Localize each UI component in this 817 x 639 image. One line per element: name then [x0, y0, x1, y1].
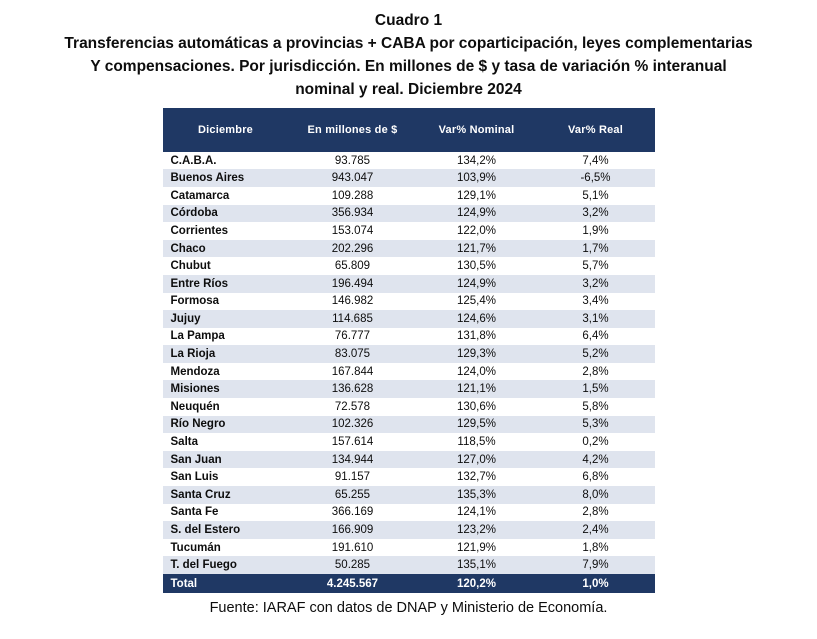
cell-var-nominal: 121,9% — [417, 539, 537, 557]
table-row — [163, 187, 655, 205]
cell-var-real: 5,1% — [537, 187, 655, 205]
cell-jurisdiction: Misiones — [163, 380, 289, 398]
cell-var-nominal: 122,0% — [417, 222, 537, 240]
cell-millones: 366.169 — [289, 504, 417, 522]
cell-var-nominal: 130,6% — [417, 398, 537, 416]
cell-jurisdiction: Córdoba — [163, 205, 289, 223]
cell-var-real: 2,4% — [537, 521, 655, 539]
cell-var-real: 2,8% — [537, 363, 655, 381]
cell-var-nominal: 121,7% — [417, 240, 537, 258]
cell-jurisdiction: Tucumán — [163, 539, 289, 557]
table-row — [163, 345, 655, 363]
cell-millones: 196.494 — [289, 275, 417, 293]
cell-var-nominal: 124,9% — [417, 205, 537, 223]
cell-var-real: 8,0% — [537, 486, 655, 504]
cell-var-nominal: 129,1% — [417, 187, 537, 205]
cell-var-real: 1,5% — [537, 380, 655, 398]
table-row — [163, 222, 655, 240]
table-row — [163, 521, 655, 539]
cell-millones: 93.785 — [289, 152, 417, 170]
table-row — [163, 468, 655, 486]
cell-var-real: 3,4% — [537, 293, 655, 311]
cell-millones: 136.628 — [289, 380, 417, 398]
cell-millones: 167.844 — [289, 363, 417, 381]
cell-millones: 109.288 — [289, 187, 417, 205]
cell-millones: 65.255 — [289, 486, 417, 504]
cell-millones: 166.909 — [289, 521, 417, 539]
cell-millones: 153.074 — [289, 222, 417, 240]
cell-millones: 356.934 — [289, 205, 417, 223]
cell-var-real: 3,2% — [537, 275, 655, 293]
cell-var-nominal: 124,9% — [417, 275, 537, 293]
table-row — [163, 257, 655, 275]
cell-millones: 157.614 — [289, 433, 417, 451]
cell-jurisdiction: San Luis — [163, 468, 289, 486]
cell-var-nominal: 135,3% — [417, 486, 537, 504]
cell-millones: 191.610 — [289, 539, 417, 557]
cell-jurisdiction: T. del Fuego — [163, 556, 289, 574]
cell-jurisdiction: Salta — [163, 433, 289, 451]
cell-jurisdiction: Formosa — [163, 293, 289, 311]
cell-millones: 76.777 — [289, 328, 417, 346]
table-row — [163, 205, 655, 223]
cell-var-real: 1,7% — [537, 240, 655, 258]
cell-var-real: 5,8% — [537, 398, 655, 416]
cell-var-real: 0,2% — [537, 433, 655, 451]
cell-millones: 91.157 — [289, 468, 417, 486]
cell-millones: 50.285 — [289, 556, 417, 574]
cell-var-real: 1,9% — [537, 222, 655, 240]
table-row — [163, 398, 655, 416]
table-row — [163, 363, 655, 381]
cell-var-nominal: 129,5% — [417, 416, 537, 434]
table-total-row — [163, 574, 655, 593]
table-row — [163, 310, 655, 328]
table-row — [163, 152, 655, 170]
title-line-1: Cuadro 1 — [374, 12, 443, 29]
cell-var-nominal: 124,0% — [417, 363, 537, 381]
cell-var-real: 4,2% — [537, 451, 655, 469]
cell-var-nominal: 130,5% — [417, 257, 537, 275]
cell-jurisdiction: Río Negro — [163, 416, 289, 434]
cell-jurisdiction: Santa Fe — [163, 504, 289, 522]
cell-jurisdiction: S. del Estero — [163, 521, 289, 539]
cell-total-nominal: 120,2% — [417, 574, 537, 593]
cell-jurisdiction: Catamarca — [163, 187, 289, 205]
cell-jurisdiction: Chubut — [163, 257, 289, 275]
cell-var-nominal: 127,0% — [417, 451, 537, 469]
cell-millones: 134.944 — [289, 451, 417, 469]
column-header-var-nominal: Var% Nominal — [417, 108, 537, 152]
cell-total-label: Total — [163, 574, 289, 593]
column-header-jurisdiction: Diciembre — [163, 108, 289, 152]
cell-var-real: 7,4% — [537, 152, 655, 170]
cell-var-real: 5,3% — [537, 416, 655, 434]
table-row — [163, 416, 655, 434]
cell-var-nominal: 131,8% — [417, 328, 537, 346]
cell-var-nominal: 118,5% — [417, 433, 537, 451]
cell-var-real: 6,4% — [537, 328, 655, 346]
table-row — [163, 275, 655, 293]
cell-jurisdiction: Mendoza — [163, 363, 289, 381]
title-line-3: Y compensaciones. Por jurisdicción. En millones de $ y tasa de variación % interanual — [90, 57, 727, 75]
title-line-4: nominal y real. Diciembre 2024 — [295, 80, 522, 98]
cell-jurisdiction: Chaco — [163, 240, 289, 258]
column-header-millones: En millones de $ — [289, 108, 417, 152]
cell-var-nominal: 125,4% — [417, 293, 537, 311]
table-row — [163, 433, 655, 451]
transfers-table — [163, 108, 655, 593]
table-body — [163, 152, 655, 593]
cell-var-nominal: 134,2% — [417, 152, 537, 170]
cell-var-real: 7,9% — [537, 556, 655, 574]
cell-var-real: 5,2% — [537, 345, 655, 363]
cell-var-real: -6,5% — [537, 169, 655, 187]
column-header-var-real: Var% Real — [537, 108, 655, 152]
table-row — [163, 240, 655, 258]
cell-var-real: 5,7% — [537, 257, 655, 275]
cell-jurisdiction: Entre Ríos — [163, 275, 289, 293]
cell-var-real: 3,2% — [537, 205, 655, 223]
cell-var-nominal: 123,2% — [417, 521, 537, 539]
table-row — [163, 293, 655, 311]
cell-millones: 146.982 — [289, 293, 417, 311]
table-header — [163, 108, 655, 152]
cell-total-millones: 4.245.567 — [289, 574, 417, 593]
cell-var-nominal: 103,9% — [417, 169, 537, 187]
table-header-row — [163, 108, 655, 152]
table-row — [163, 539, 655, 557]
table-row — [163, 451, 655, 469]
cell-jurisdiction: Santa Cruz — [163, 486, 289, 504]
table-title — [0, 0, 817, 102]
cell-millones: 114.685 — [289, 310, 417, 328]
cell-var-nominal: 124,1% — [417, 504, 537, 522]
cell-jurisdiction: La Pampa — [163, 328, 289, 346]
cell-var-nominal: 135,1% — [417, 556, 537, 574]
table-row — [163, 169, 655, 187]
cell-var-nominal: 124,6% — [417, 310, 537, 328]
cell-var-real: 2,8% — [537, 504, 655, 522]
cell-var-nominal: 132,7% — [417, 468, 537, 486]
cell-var-nominal: 121,1% — [417, 380, 537, 398]
table-row — [163, 556, 655, 574]
source-note: Fuente: IARAF con datos de DNAP y Ministerio de Economía. — [209, 600, 608, 616]
cell-jurisdiction: La Rioja — [163, 345, 289, 363]
cell-var-nominal: 129,3% — [417, 345, 537, 363]
cell-var-real: 1,8% — [537, 539, 655, 557]
table-row — [163, 328, 655, 346]
cell-jurisdiction: San Juan — [163, 451, 289, 469]
cell-millones: 943.047 — [289, 169, 417, 187]
cell-millones: 65.809 — [289, 257, 417, 275]
cell-var-real: 6,8% — [537, 468, 655, 486]
cell-millones: 202.296 — [289, 240, 417, 258]
table-row — [163, 486, 655, 504]
table-container — [163, 108, 655, 593]
cell-millones: 102.326 — [289, 416, 417, 434]
title-line-2: Transferencias automáticas a provincias + CABA por coparticipación, leyes complementarias — [64, 34, 753, 52]
cell-jurisdiction: C.A.B.A. — [163, 152, 289, 170]
cell-jurisdiction: Buenos Aires — [163, 169, 289, 187]
cell-total-real: 1,0% — [537, 574, 655, 593]
table-row — [163, 504, 655, 522]
cell-jurisdiction: Neuquén — [163, 398, 289, 416]
cell-var-real: 3,1% — [537, 310, 655, 328]
cell-jurisdiction: Corrientes — [163, 222, 289, 240]
cell-jurisdiction: Jujuy — [163, 310, 289, 328]
cell-millones: 83.075 — [289, 345, 417, 363]
cell-millones: 72.578 — [289, 398, 417, 416]
table-row — [163, 380, 655, 398]
